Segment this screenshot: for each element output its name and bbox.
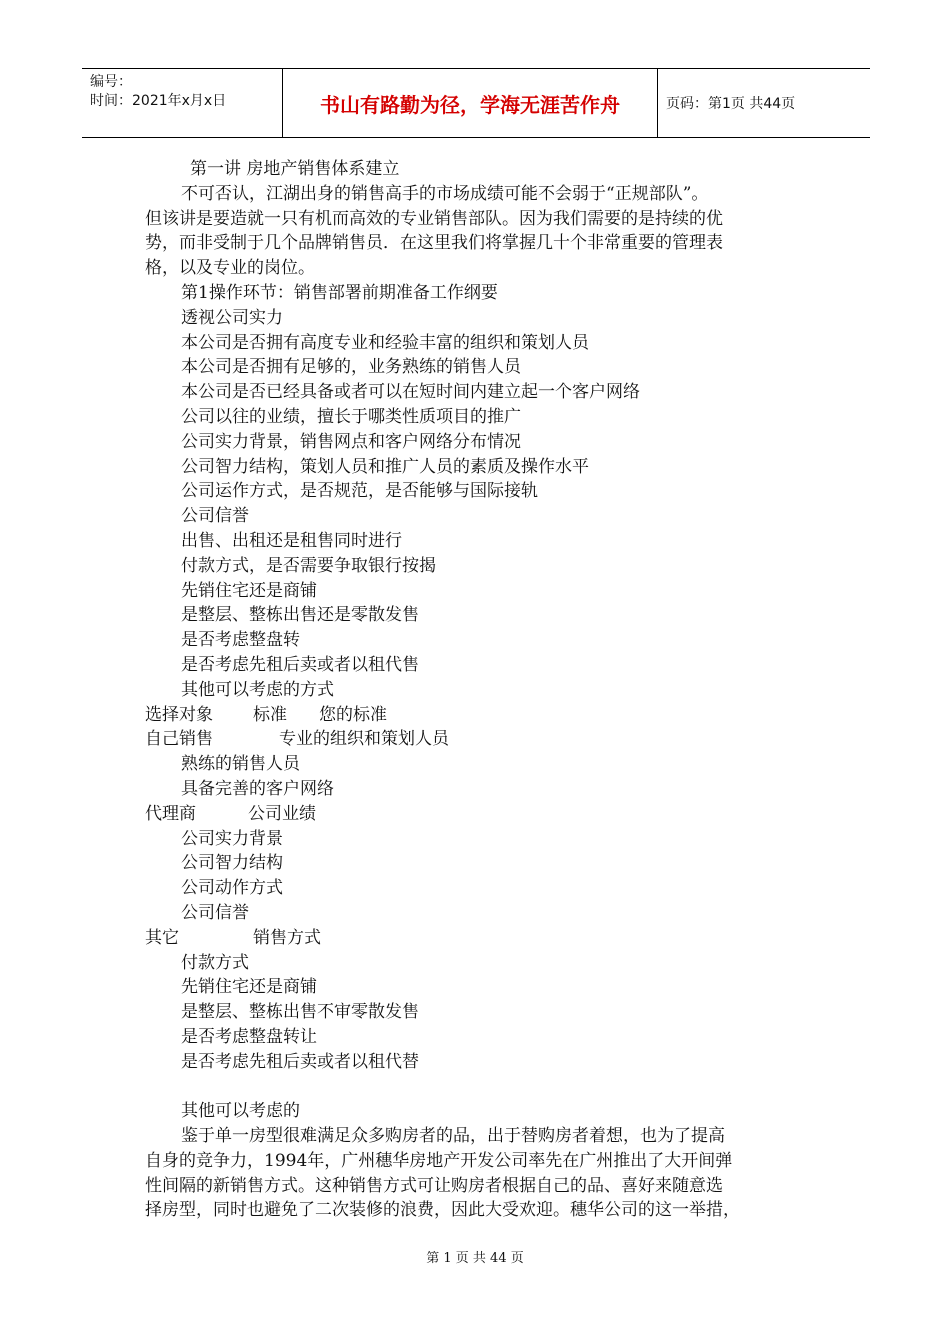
closing-line: 自身的竞争力，1994年，广州穗华房地产开发公司率先在广州推出了大开间弹 [145, 1150, 733, 1171]
list-item: 付款方式，是否需要争取银行按揭 [181, 555, 436, 576]
list-item: 出售、出租还是租售同时进行 [181, 530, 402, 551]
standard-item: 是整层、整栋出售不审零散发售 [181, 1002, 419, 1023]
standard-item: 公司智力结构 [181, 853, 283, 874]
standard-item: 具备完善的客户网络 [181, 778, 334, 799]
standard-item: 专业的组织和策划人员 [279, 729, 449, 750]
list-item: 公司实力背景，销售网点和客户网络分布情况 [181, 431, 521, 452]
list-item: 是否考虑整盘转 [181, 630, 300, 651]
page-footer: 第 1 页 共 44 页 [426, 1251, 524, 1266]
intro-line: 不可否认，江湖出身的销售高手的市场成绩可能不会弱于“正规部队”。 [181, 183, 709, 204]
standard-item: 先销住宅还是商铺 [181, 977, 317, 998]
lecture-title: 第一讲 房地产销售体系建立 [190, 159, 400, 179]
closing-line: 择房型，同时也避免了二次装修的浪费，因此大受欢迎。穗华公司的这一举措， [145, 1200, 740, 1221]
list-item: 公司信誉 [181, 506, 249, 527]
col-option: 选择对象 [145, 704, 213, 725]
doc-time: 时间：2021年x月x日 [90, 93, 227, 109]
list-item: 公司以往的业绩，擅长于哪类性质项目的推广 [181, 406, 521, 427]
section-heading: 第1操作环节：销售部署前期准备工作纲要 [181, 282, 498, 303]
list-item: 先销住宅还是商铺 [181, 580, 317, 601]
list-item: 公司运作方式，是否规范，是否能够与国际接轨 [181, 481, 538, 502]
self-sale-row [145, 727, 815, 752]
standard-item: 公司动作方式 [181, 878, 283, 899]
doc-number: 编号： [90, 74, 132, 90]
closing-heading: 其他可以考虑的 [181, 1101, 300, 1122]
closing-line: 鉴于单一房型很难满足众多购房者的品，出于替购房者着想，也为了提高 [181, 1126, 725, 1147]
header-motto: 书山有路勤为径，学海无涯苦作舟 [282, 69, 658, 137]
standard-item: 是否考虑先租后卖或者以租代替 [181, 1051, 419, 1072]
standard-item: 是否考虑整盘转让 [181, 1026, 317, 1047]
list-item: 本公司是否拥有高度专业和经验丰富的组织和策划人员 [181, 332, 589, 353]
page-header [82, 68, 870, 138]
spacer [145, 1074, 815, 1099]
header-meta [82, 69, 282, 137]
option-label: 其它 [145, 927, 179, 948]
standard-item: 熟练的销售人员 [181, 754, 300, 775]
list-item: 公司智力结构，策划人员和推广人员的素质及操作水平 [181, 456, 589, 477]
intro-line: 格，以及专业的岗位。 [145, 258, 315, 279]
col-standard: 标准 [253, 704, 287, 725]
standard-item: 付款方式 [181, 952, 249, 973]
col-your-standard: 您的标准 [319, 704, 387, 725]
other-row [145, 926, 815, 951]
agent-row [145, 802, 815, 827]
option-label: 代理商 [145, 803, 196, 824]
closing-line: 性间隔的新销售方式。这种销售方式可让购房者根据自己的品、喜好来随意选 [145, 1175, 723, 1196]
list-item: 其他可以考虑的方式 [181, 679, 334, 700]
intro-line: 但该讲是要造就一只有机而高效的专业销售部队。因为我们需要的是持续的优 [145, 208, 723, 229]
list-item: 本公司是否拥有足够的，业务熟练的销售人员 [181, 357, 521, 378]
standard-item: 销售方式 [253, 927, 321, 948]
intro-line: 势，而非受制于几个品牌销售员．在这里我们将掌握几十个非常重要的管理表 [145, 233, 723, 254]
standard-item: 公司信誉 [181, 902, 249, 923]
table-header-row [145, 703, 815, 728]
list-item: 是否考虑先租后卖或者以租代售 [181, 654, 419, 675]
option-label: 自己销售 [145, 729, 213, 750]
list-item: 是整层、整栋出售还是零散发售 [181, 605, 419, 626]
list-item: 透视公司实力 [181, 307, 283, 328]
standard-item: 公司业绩 [248, 803, 316, 824]
header-page-code: 页码：第1页 共44页 [666, 96, 796, 112]
document-body [145, 157, 815, 1223]
list-item: 本公司是否已经具备或者可以在短时间内建立起一个客户网络 [181, 382, 640, 403]
standard-item: 公司实力背景 [181, 828, 283, 849]
